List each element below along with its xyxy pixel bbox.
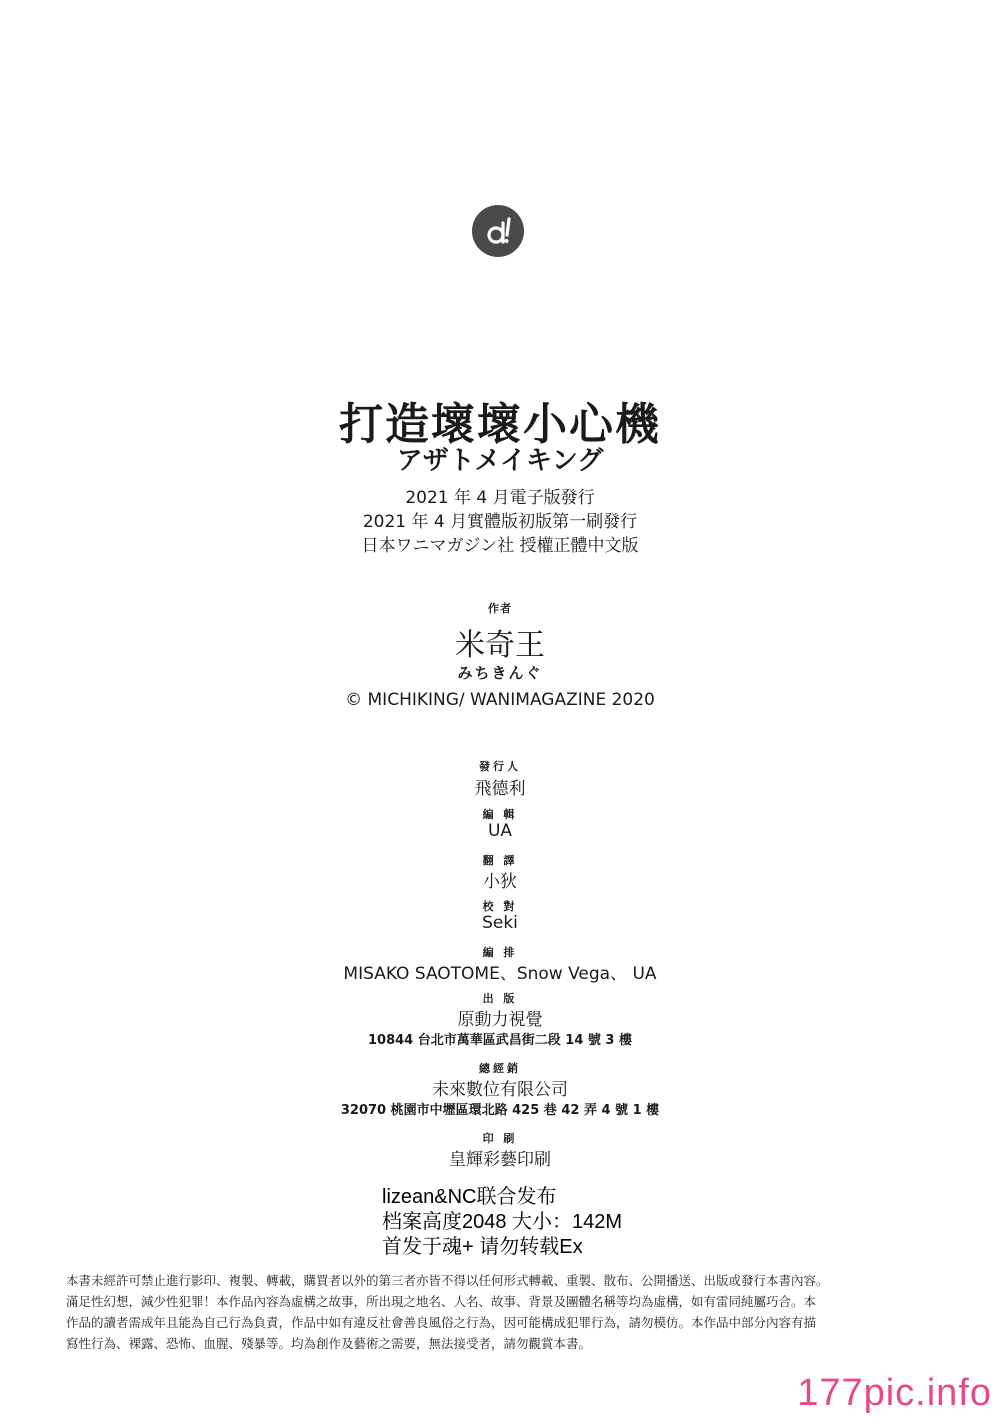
release-note-line-3: 首发于魂+ 请勿转载Ex xyxy=(382,1236,583,1258)
printer-name: 皇輝彩藝印刷 xyxy=(449,1150,551,1170)
copyright-line: © MICHIKING/ WANIMAGAZINE 2020 xyxy=(345,690,655,710)
disclaimer-line-2: 滿足性幻想，減少性犯罪！本作品內容為虛構之故事，所出現之地名、人名、故事、背景及團體名稱等均為虛構，如有雷同純屬巧合。本 xyxy=(66,1294,817,1309)
ebook-release-date: 2021 年 4 月電子版發行 xyxy=(405,488,595,508)
site-watermark: 177pic.info xyxy=(797,1372,992,1414)
layout-label: 編 排 xyxy=(482,946,518,959)
disclaimer-line-3: 作品的讀者需成年且能為自己行為負責，作品中如有違反社會善良風俗之行為，因可能構成犯罪行為，請勿模仿。本作品中部分內容有描 xyxy=(66,1315,817,1330)
book-title: 打造壞壞小心機 xyxy=(339,399,661,450)
translator-name: 小狄 xyxy=(483,872,517,892)
press-label: 出 版 xyxy=(482,992,518,1005)
author-kana: みちきんぐ xyxy=(457,664,543,682)
editor-label: 編 輯 xyxy=(482,808,518,821)
release-note-line-2: 档案高度2048 大小：142M xyxy=(382,1211,623,1233)
proofreader-name: Seki xyxy=(482,913,518,933)
printer-label: 印 刷 xyxy=(482,1132,518,1145)
publisher-label: 發行人 xyxy=(479,760,521,773)
distributor-label: 總經銷 xyxy=(479,1062,521,1075)
layout-names: MISAKO SAOTOME、Snow Vega、 UA xyxy=(343,964,657,984)
original-title: アザトメイキング xyxy=(396,446,604,476)
distributor-name: 未來數位有限公司 xyxy=(432,1080,568,1100)
publisher-logo-icon xyxy=(472,205,524,257)
editor-name: UA xyxy=(487,821,513,841)
distributor-address: 32070 桃園市中壢區環北路 425 巷 42 弄 4 號 1 樓 xyxy=(340,1103,660,1118)
disclaimer-line-1: 本書未經許可禁止進行影印、複製、轉載，購買者以外的第三者亦皆不得以任何形式轉載、重製、散布、公開播送、出版或發行本書內容。 xyxy=(66,1273,829,1288)
author-name: 米奇王 xyxy=(455,628,545,663)
print-release-date: 2021 年 4 月實體版初版第一刷發行 xyxy=(362,512,638,532)
press-name: 原動力視覺 xyxy=(457,1010,543,1030)
press-address: 10844 台北市萬華區武昌街二段 14 號 3 樓 xyxy=(368,1033,632,1048)
license-note: 日本ワニマガジン社 授權正體中文版 xyxy=(361,536,639,556)
proofreader-label: 校 對 xyxy=(482,900,518,913)
publisher-name: 飛德利 xyxy=(474,779,526,799)
author-label: 作者 xyxy=(488,602,512,615)
release-note-line-1: lizean&NC联合发布 xyxy=(382,1186,557,1208)
translator-label: 翻 譯 xyxy=(482,854,518,867)
disclaimer-line-4: 寫性行為、裸露、恐怖、血腥、殘暴等。均為創作及藝術之需要，無法接受者，請勿觀賞本書。 xyxy=(66,1336,592,1351)
